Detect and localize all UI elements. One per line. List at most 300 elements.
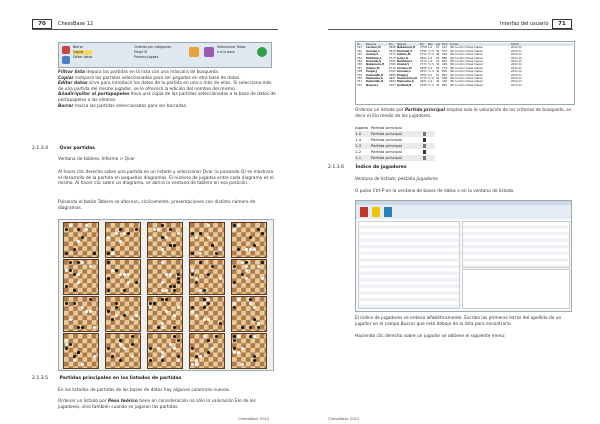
chess-piece <box>199 261 202 264</box>
chess-piece <box>119 359 122 362</box>
list-cell: Partida principal <box>371 155 402 160</box>
chess-piece <box>195 277 198 280</box>
qvar-diagram[interactable] <box>189 222 225 258</box>
qvar-diagram[interactable] <box>231 222 267 258</box>
table-cell: Aronian,L <box>397 70 412 74</box>
section2-para-a: En los listados de partidas de las bases de datos hay algunas columnas nuevas. <box>58 388 231 393</box>
table-cell: 2733 <box>420 77 427 81</box>
para1-line-3: Añadir/quitar al portapapeles lleva una copia de las partidas seleccionadas a la base de datos de portapapeles o las elimina. <box>58 92 276 103</box>
chess-piece <box>261 261 264 264</box>
table-cell: 2012.12 <box>511 56 522 60</box>
chess-piece <box>191 273 194 276</box>
table-cell: 38 <box>436 53 440 57</box>
chess-piece <box>191 232 194 235</box>
table-cell: 2012.12 <box>511 73 522 77</box>
chess-piece <box>195 236 198 239</box>
chess-piece <box>73 289 76 292</box>
chess-piece <box>233 302 236 305</box>
table-cell: Anand,V <box>366 53 379 57</box>
section-title: Índice de jugadores <box>355 165 407 170</box>
qvar-diagram[interactable] <box>63 222 99 258</box>
chess-piece <box>119 339 122 342</box>
table-cell: 2012.12 <box>511 53 522 57</box>
chess-piece <box>199 355 202 358</box>
table-cell: 744 <box>357 56 362 60</box>
chess-piece <box>203 289 206 292</box>
list-cell: 1-0 <box>355 131 362 136</box>
chess-piece <box>161 281 164 284</box>
chess-piece <box>237 224 240 227</box>
filter-icon[interactable] <box>189 47 199 57</box>
section1-para-b: Pulsando el botón Tablero se alternan, cíclicamente, presentaciones con distinto número de diagramas. <box>58 200 256 211</box>
table-cell: 30 <box>436 63 440 67</box>
table-cell: Anand,V <box>397 63 410 67</box>
left-para-1 <box>58 70 276 109</box>
table-cell: 747 <box>357 66 362 70</box>
chess-piece <box>157 347 160 350</box>
chess-piece <box>169 273 172 276</box>
chess-piece <box>131 355 134 358</box>
table-cell: 58 <box>436 66 440 70</box>
chess-piece <box>177 339 180 342</box>
qvar-diagram[interactable] <box>189 333 225 369</box>
para-last: Haciendo clic derecho sobre un jugador se obtiene el siguiente menú: <box>355 334 506 339</box>
chess-piece <box>89 310 92 313</box>
column-header: Res <box>428 43 433 46</box>
chess-piece <box>123 314 126 317</box>
section1-line1: Ventana de tablero, Informe > Qvar <box>58 157 135 162</box>
chess-piece <box>215 252 218 255</box>
chess-piece <box>135 281 138 284</box>
chess-piece <box>111 318 114 321</box>
main-game-list <box>355 125 435 161</box>
chess-piece <box>149 236 152 239</box>
qvar-diagram[interactable] <box>189 259 225 295</box>
table-cell: ½-½ <box>428 63 434 67</box>
qvar-diagram[interactable] <box>105 333 141 369</box>
qvar-diagram[interactable] <box>147 333 183 369</box>
chess-piece <box>177 359 180 362</box>
section-title: Partidas principales en los listados de partidas <box>59 376 182 381</box>
chess-piece <box>69 269 72 272</box>
chess-piece <box>81 326 84 329</box>
table-cell: Ponomariov,R <box>397 77 418 81</box>
left-footer: ChessBase 2012 <box>238 416 270 421</box>
ribbon-group-left <box>73 45 92 60</box>
chess-piece <box>241 363 244 366</box>
section3-line2: O pulse Ctrl-P en la ventana de bases de datos o en la ventana de listado. <box>355 189 515 194</box>
clipboard-icon[interactable] <box>204 47 214 57</box>
chess-piece <box>73 273 76 276</box>
chess-piece <box>249 335 252 338</box>
chess-piece <box>115 314 118 317</box>
column-header: ECO <box>442 43 448 46</box>
qvar-diagram[interactable] <box>147 259 183 295</box>
chess-piece <box>127 232 130 235</box>
chess-piece <box>115 306 118 309</box>
chess-piece <box>191 347 194 350</box>
section-number: 2.1.3.5 <box>32 376 49 381</box>
chess-piece <box>207 224 210 227</box>
table-cell: 2738 <box>420 83 427 87</box>
table-cell: 4th London Chess Classic <box>450 49 484 53</box>
db-icon[interactable] <box>360 207 368 217</box>
chess-piece <box>191 306 194 309</box>
table-cell: 4th London Chess Classic <box>450 46 484 50</box>
chess-piece <box>199 248 202 251</box>
players-pane <box>358 221 460 309</box>
chess-piece <box>65 252 68 255</box>
chess-piece <box>203 318 206 321</box>
chess-piece <box>241 261 244 264</box>
chess-piece <box>177 281 180 284</box>
chess-piece <box>191 310 194 313</box>
chess-piece <box>165 236 168 239</box>
column-header: Fecha <box>511 43 519 46</box>
chess-piece <box>203 302 206 305</box>
table-cell: Jones,G <box>397 56 409 60</box>
table-cell: 2621 <box>420 80 427 84</box>
chess-piece <box>65 339 68 342</box>
table-cell: 51 <box>436 46 440 50</box>
chess-piece <box>253 359 256 362</box>
table-cell: Aronian,L <box>366 49 381 53</box>
table-cell: B90 <box>442 56 448 60</box>
chess-piece <box>65 285 68 288</box>
table-cell: 2713 <box>420 60 427 64</box>
chess-piece <box>207 298 210 301</box>
chess-piece <box>107 289 110 292</box>
qvar-diagram[interactable] <box>147 222 183 258</box>
chess-piece <box>161 261 164 264</box>
table-cell: 750 <box>357 77 362 81</box>
chess-piece <box>161 248 164 251</box>
chess-piece <box>65 347 68 350</box>
list-cell: Partida principal <box>371 143 402 148</box>
chess-piece <box>69 224 72 227</box>
chess-piece <box>215 335 218 338</box>
chess-piece <box>135 228 138 231</box>
chess-piece <box>111 252 114 255</box>
left-header-title: ChessBase 12 <box>58 21 94 27</box>
table-cell: 2775 <box>420 63 427 67</box>
para1-line-0: Filtrar lista depura las partidas en la lista con una máscara de búsqueda. <box>58 70 220 75</box>
chess-piece <box>207 318 210 321</box>
table-cell: 2012.12 <box>511 46 522 50</box>
table-cell: Polgar,J <box>397 73 409 77</box>
chess-piece <box>85 224 88 227</box>
chess-piece <box>93 355 96 358</box>
chess-piece <box>119 273 122 276</box>
chess-piece <box>169 285 172 288</box>
chess-piece <box>73 248 76 251</box>
table-cell: 2710 <box>389 66 396 70</box>
list-cell: 1-1 <box>355 155 362 160</box>
column-header: Jugada <box>355 125 368 130</box>
chess-piece <box>157 326 160 329</box>
chess-piece <box>173 347 176 350</box>
section3-line1: Ventana de listado, pestaña Jugadores <box>355 177 438 182</box>
go-icon[interactable] <box>257 47 267 57</box>
chess-piece <box>127 281 130 284</box>
ribbon-select-all[interactable]: Seleccionar Todos <box>217 45 246 49</box>
chess-piece <box>219 322 222 325</box>
chess-piece <box>161 359 164 362</box>
chess-piece <box>73 355 76 358</box>
chess-piece <box>119 343 122 346</box>
chess-piece <box>257 322 260 325</box>
chess-piece <box>241 326 244 329</box>
chess-piece <box>119 240 122 243</box>
chess-piece <box>85 228 88 231</box>
qvar-diagram[interactable] <box>63 296 99 332</box>
chess-piece <box>195 281 198 284</box>
chess-piece <box>233 265 236 268</box>
chess-piece <box>169 244 172 247</box>
table-cell: 61 <box>436 73 440 77</box>
table-cell: 4th London Chess Classic <box>450 60 484 64</box>
table-cell: ½-½ <box>428 77 434 81</box>
qvar-diagram[interactable] <box>105 259 141 295</box>
chess-piece <box>245 248 248 251</box>
chess-piece <box>161 355 164 358</box>
table-cell: E06 <box>442 83 447 87</box>
ribbon-primera[interactable]: Primera jugada <box>134 55 159 59</box>
table-cell: 1-0 <box>428 46 433 50</box>
section-title: Qvar partidas <box>59 146 95 151</box>
table-cell: 746 <box>357 63 362 67</box>
chess-piece <box>131 318 134 321</box>
chess-piece <box>107 347 110 350</box>
chess-piece <box>169 228 172 231</box>
chess-piece <box>253 244 256 247</box>
chess-piece <box>77 281 80 284</box>
list-cell: 1-4 <box>355 137 362 142</box>
ribbon-ordenar[interactable]: Ordenar por categorías <box>134 45 172 49</box>
chess-piece <box>123 273 126 276</box>
section-2135-heading <box>32 376 181 381</box>
table-cell: Mamedov,S <box>397 80 414 84</box>
chess-piece <box>161 326 164 329</box>
chess-piece <box>207 302 210 305</box>
qvar-diagram[interactable] <box>105 296 141 332</box>
chess-piece <box>127 273 130 276</box>
chess-piece <box>165 298 168 301</box>
chess-piece <box>253 306 256 309</box>
chess-piece <box>199 252 202 255</box>
qvar-diagram[interactable] <box>189 296 225 332</box>
chess-piece <box>77 326 80 329</box>
table-cell: 2760 <box>389 63 396 67</box>
chess-piece <box>195 314 198 317</box>
table-cell: 45 <box>436 70 440 74</box>
table-cell: 743 <box>357 53 362 57</box>
table-cell: A48 <box>442 80 448 84</box>
chess-piece <box>161 224 164 227</box>
qvar-diagrams-screenshot <box>58 219 274 371</box>
chess-piece <box>253 318 256 321</box>
chess-piece <box>149 302 152 305</box>
chess-piece <box>237 351 240 354</box>
chess-piece <box>203 335 206 338</box>
ribbon-elegir[interactable]: Elegir VI <box>134 50 148 54</box>
table-cell: 0-1 <box>428 66 433 70</box>
qvar-diagram[interactable] <box>231 259 267 295</box>
chess-piece <box>149 306 152 309</box>
chess-piece <box>233 339 236 342</box>
table-cell: 4th London Chess Classic <box>450 66 484 70</box>
chess-piece <box>207 273 210 276</box>
chess-piece <box>237 248 240 251</box>
qvar-diagram[interactable] <box>105 222 141 258</box>
ribbon-copiar[interactable]: Copiar <box>73 50 92 55</box>
chess-piece <box>245 277 248 280</box>
para1-line-4: Borrar marca las partidas seleccionadas para ser borradas. <box>58 103 188 109</box>
table-cell: A07 <box>442 46 448 50</box>
chess-piece <box>131 343 134 346</box>
flag-icon <box>423 138 426 142</box>
chess-piece <box>81 306 84 309</box>
chess-piece <box>77 273 80 276</box>
chess-piece <box>161 322 164 325</box>
chess-piece <box>261 232 264 235</box>
chess-piece <box>115 269 118 272</box>
chess-piece <box>77 228 80 231</box>
table-row[interactable] <box>357 84 573 87</box>
table-cell: 2758 <box>420 46 427 50</box>
chess-piece <box>249 248 252 251</box>
chess-piece <box>81 236 84 239</box>
chess-piece <box>111 355 114 358</box>
table-cell: 4th London Chess Classic <box>450 53 484 57</box>
table-cell: Nakamura,H <box>366 63 385 67</box>
qvar-diagram[interactable] <box>231 296 267 332</box>
chess-piece <box>153 302 156 305</box>
chess-piece <box>233 224 236 227</box>
table-cell: C65 <box>442 53 448 57</box>
chess-piece <box>177 306 180 309</box>
chess-piece <box>85 310 88 313</box>
table-cell: 2710 <box>420 53 427 57</box>
chess-piece <box>81 261 84 264</box>
table-cell: Kramnik,V <box>366 60 382 64</box>
table-cell: B30 <box>442 70 448 74</box>
table-cell: 33 <box>436 83 440 87</box>
chess-piece <box>245 261 248 264</box>
chess-piece <box>65 302 68 305</box>
chess-piece <box>93 326 96 329</box>
chess-piece <box>173 326 176 329</box>
list-item[interactable] <box>355 155 435 161</box>
chess-piece <box>69 343 72 346</box>
games-list-screenshot <box>355 41 575 105</box>
chess-piece <box>249 298 252 301</box>
ribbon-goto-base[interactable]: Ir a la base <box>217 50 235 54</box>
chess-piece <box>119 228 122 231</box>
table-cell: ½-½ <box>428 53 434 57</box>
ribbon-editar[interactable]: Editar datos <box>73 55 93 59</box>
chess-piece <box>237 298 240 301</box>
qvar-diagram[interactable] <box>147 296 183 332</box>
table-cell: ½-½ <box>428 83 434 87</box>
search-icon[interactable] <box>384 207 392 217</box>
chess-piece <box>77 261 80 264</box>
table-cell: A29 <box>442 63 448 67</box>
chess-piece <box>115 302 118 305</box>
para1-line-1: Copiar compara las partidas seleccionadas para ser pegadas en otra base de datos. <box>58 75 241 81</box>
chess-piece <box>89 265 92 268</box>
left-page-number: 70 <box>32 19 52 29</box>
table-cell: E04 <box>442 60 447 64</box>
caption-1: Ordenar un listado por Partida principal emplea solo la valoración de los criterios de búsqueda, es decir el Elo medio de los jugadores. <box>355 108 572 119</box>
qvar-diagram[interactable] <box>63 259 99 295</box>
table-cell: 2815 <box>420 70 427 74</box>
table-cell: 741 <box>357 46 362 50</box>
chess-piece <box>149 347 152 350</box>
ribbon-borrar[interactable]: Borrar <box>73 45 83 49</box>
chess-piece <box>195 359 198 362</box>
table-cell: 56 <box>436 56 440 60</box>
ribbon-group-mid <box>134 45 171 60</box>
table-cell: Carlsen,M <box>366 46 381 50</box>
chess-piece <box>107 277 110 280</box>
chess-piece <box>157 228 160 231</box>
chess-piece <box>177 232 180 235</box>
chess-piece <box>253 335 256 338</box>
chess-piece <box>111 269 114 272</box>
table-cell: 49 <box>436 80 440 84</box>
chess-piece <box>169 343 172 346</box>
table-cell: Nakamura,H <box>397 46 416 50</box>
chess-piece <box>233 335 236 338</box>
chess-piece <box>77 351 80 354</box>
chess-piece <box>233 306 236 309</box>
table-cell: 742 <box>357 49 362 53</box>
qvar-diagram[interactable] <box>231 333 267 369</box>
column-header: Jug <box>436 43 441 46</box>
table-cell: 44 <box>436 60 440 64</box>
right-header-rule <box>328 29 573 30</box>
chess-piece <box>161 236 164 239</box>
chess-piece <box>207 339 210 342</box>
table-cell: 4th London Chess Classic <box>450 73 484 77</box>
copy-icon <box>62 56 70 64</box>
table-cell: Gelfand,B <box>397 83 412 87</box>
chess-piece <box>177 277 180 280</box>
table-cell: Nepom,I <box>366 83 379 87</box>
table-cell: 2012.12 <box>511 60 522 64</box>
chess-piece <box>65 343 68 346</box>
chess-piece <box>161 298 164 301</box>
ribbon-screenshot <box>58 42 272 68</box>
chess-piece <box>161 289 164 292</box>
table-cell: 4th London Chess Classic <box>450 56 484 60</box>
table-cell: ½-½ <box>428 49 434 53</box>
qvar-diagram[interactable] <box>63 333 99 369</box>
chess-piece <box>191 252 194 255</box>
table-cell: Kasimdzh,R <box>366 80 384 84</box>
star-icon[interactable] <box>372 207 380 217</box>
chess-piece <box>65 269 68 272</box>
table-cell: Mamedov,S <box>366 77 383 81</box>
chess-piece <box>165 289 168 292</box>
section-number: 2.1.3.6 <box>328 165 345 170</box>
table-cell: D37 <box>442 49 448 53</box>
column-header: Blancas <box>366 43 377 46</box>
chess-piece <box>249 326 252 329</box>
table-cell: 2012.12 <box>511 63 522 67</box>
table-cell: 4th London Chess Classic <box>450 83 484 87</box>
